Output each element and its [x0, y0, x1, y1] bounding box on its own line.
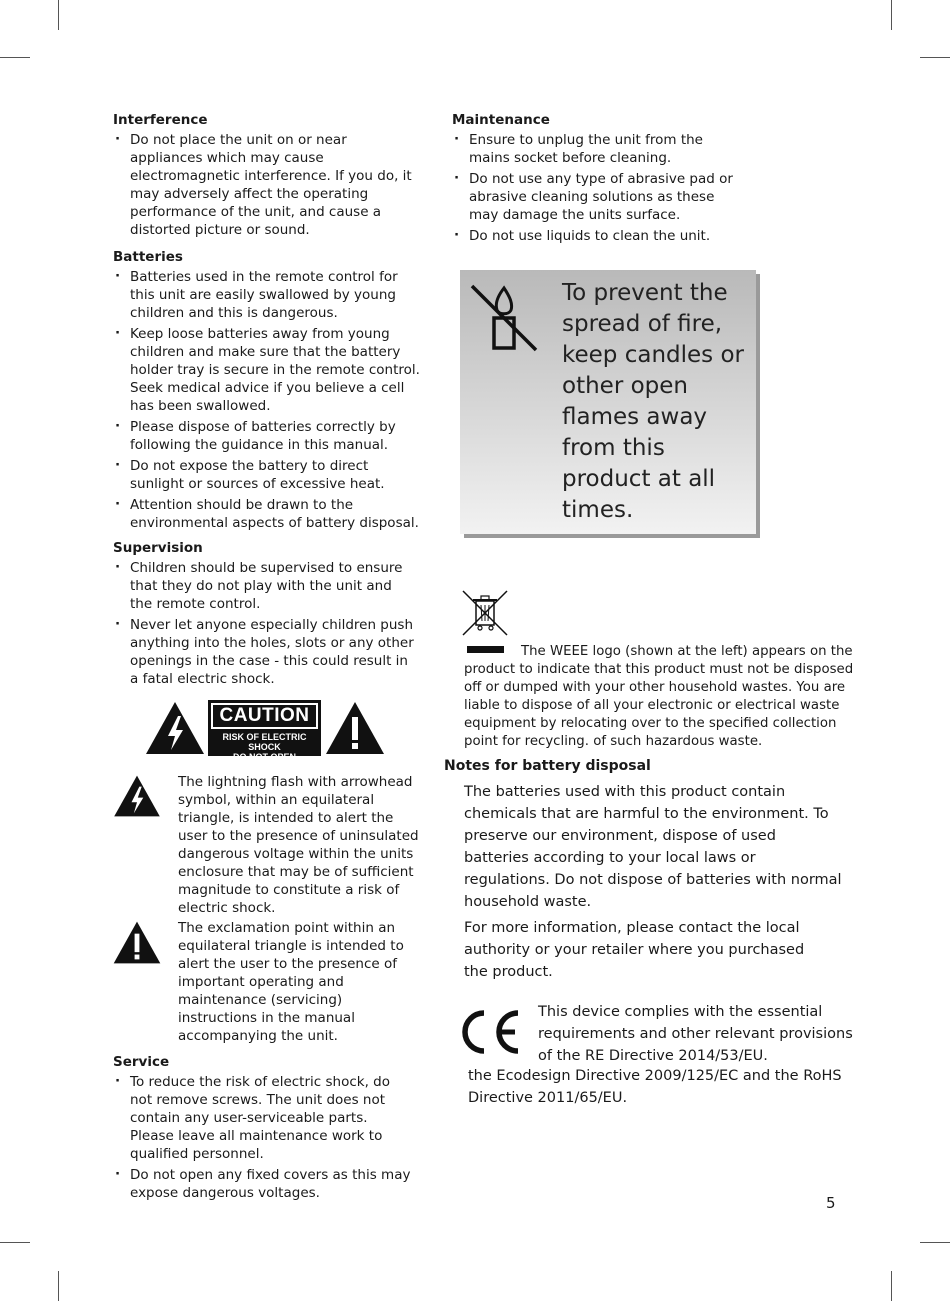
interference-heading: Interference: [113, 112, 208, 128]
supervision-heading: Supervision: [113, 540, 203, 556]
caution-title: CAUTION: [211, 703, 318, 729]
crop-mark: [920, 1242, 950, 1243]
list-item: · To reduce the risk of electric shock, do not remove screws. The unit does not contain any user-serviceable parts. Please leave all maintenance work to qualified personnel.: [113, 1073, 415, 1163]
crop-mark: [58, 0, 59, 30]
list-item: · Do not place the unit on or near appliances which may cause electromagnetic interference. If you do, it may adversely affect the operating performance of the unit, and cause a distorted picture or sound.: [113, 131, 421, 239]
service-list: [113, 1073, 415, 1205]
ce-mark-icon: [458, 1009, 522, 1055]
ce-text-2: the Ecodesign Directive 2009/125/EC and the RoHS Directive 2011/65/EU.: [468, 1068, 842, 1106]
interference-list: [113, 131, 421, 242]
caution-line1: RISK OF ELECTRIC SHOCK: [222, 732, 307, 752]
list-item: · Attention should be drawn to the environmental aspects of battery disposal.: [113, 496, 423, 532]
batteries-heading: Batteries: [113, 249, 183, 265]
list-item: · Do not open any fixed covers as this may expose dangerous voltages.: [113, 1166, 415, 1202]
crop-mark: [0, 57, 30, 58]
list-item: · Please dispose of batteries correctly by following the guidance in this manual.: [113, 418, 423, 454]
battery-disposal-heading: Notes for battery disposal: [444, 758, 651, 774]
maintenance-heading: Maintenance: [452, 112, 550, 128]
supervision-list: [113, 559, 418, 691]
crop-mark: [0, 1242, 30, 1243]
list-item: · Ensure to unplug the unit from the mains socket before cleaning.: [452, 131, 748, 167]
fire-warning-text: To prevent the spread of fire, keep candles or other open flames away from this product at all times.: [562, 280, 744, 523]
list-item: · Do not expose the battery to direct sunlight or sources of excessive heat.: [113, 457, 423, 493]
list-item: · Keep loose batteries away from young children and make sure that the battery holder tray is secure in the remote control. Seek medical advice if you believe a cell has been swallowed.: [113, 325, 423, 415]
batteries-list: [113, 268, 423, 535]
exclamation-triangle-icon: [112, 920, 162, 965]
list-item: · Do not use liquids to clean the unit.: [452, 227, 748, 245]
lightning-triangle-icon: [144, 700, 206, 756]
exclamation-note: The exclamation point within an equilateral triangle is intended to alert the user to the presence of important operating and maintenance (servicing) instructions in the manual accompanying the unit.: [178, 920, 404, 1044]
crop-mark: [920, 57, 950, 58]
crop-mark: [58, 1271, 59, 1301]
list-item: · Batteries used in the remote control for this unit are easily swallowed by young children and this is dangerous.: [113, 268, 423, 322]
service-heading: Service: [113, 1054, 170, 1070]
maintenance-list: [452, 131, 748, 248]
caution-line2: DO NOT OPEN: [232, 752, 296, 762]
exclamation-triangle-icon: [324, 700, 386, 756]
battery-disposal-para2: For more information, please contact the local authority or your retailer where you purchased the product.: [464, 920, 805, 980]
lightning-note: The lightning flash with arrowhead symbol, within an equilateral triangle, is intended to alert the user to the presence of uninsulated dangerous voltage within the units enclosure that may be of sufficient magnitude to constitute a risk of electric shock.: [178, 774, 419, 916]
crossed-out-bin-icon: [461, 589, 509, 637]
list-item: · Children should be supervised to ensure that they do not play with the unit and the remote control.: [113, 559, 418, 613]
battery-disposal-para1: The batteries used with this product contain chemicals that are harmful to the environment. To preserve our environment, dispose of used batteries according to your local laws or regulations. Do not dispose of batteries with normal household waste.: [464, 784, 842, 910]
list-item: · Do not use any type of abrasive pad or abrasive cleaning solutions as these may damage the units surface.: [452, 170, 748, 224]
page-number: 5: [826, 1194, 836, 1212]
fire-warning-box: [460, 270, 756, 534]
weee-text: The WEEE logo (shown at the left) appears on the product to indicate that this product must not be disposed off or dumped with your other household wastes. You are liable to dispose of all your electronic or electrical waste equipment by relocating over to the specified collection point for recycling. of such hazardous waste.: [464, 644, 854, 749]
no-open-flame-icon: [468, 282, 540, 354]
caution-label: [208, 700, 321, 762]
crop-mark: [891, 0, 892, 30]
list-item: · Never let anyone especially children push anything into the holes, slots or any other openings in the case - this could result in a fatal electric shock.: [113, 616, 418, 688]
crop-mark: [891, 1271, 892, 1301]
ce-text: This device complies with the essential requirements and other relevant provisions of the RE Directive 2014/53/EU.: [538, 1004, 853, 1064]
lightning-triangle-icon: [112, 774, 162, 818]
